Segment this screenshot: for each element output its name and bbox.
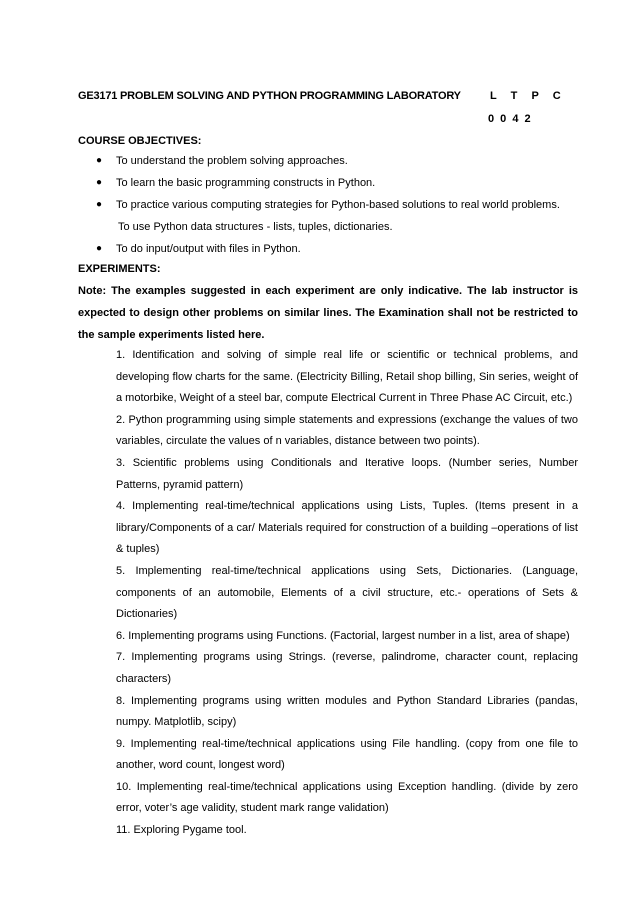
bullet-icon: ● (96, 177, 103, 188)
bullet-icon: ● (96, 199, 103, 210)
objective-item (78, 194, 578, 216)
objective-continuation: To use Python data structures - lists, tuples, dictionaries. (118, 221, 393, 233)
objective-text: To practice various computing strategies for Python-based solutions to real world problems. (116, 199, 560, 211)
experiment-item: 10. Implementing real-time/technical applications using Exception handling. (divide by zero error, voter’s age validity, student mark range validation) (116, 780, 578, 815)
bullet-icon: ● (96, 155, 103, 166)
experiments-heading: EXPERIMENTS: (78, 263, 161, 275)
objective-item (78, 172, 578, 194)
experiments-note: Note: The examples suggested in each experiment are only indicative. The lab instructor is expected to design other problems on similar lines. The Examination shall not be restricted to the sample experiments listed here. (78, 285, 578, 341)
experiment-item: 4. Implementing real-time/technical applications using Lists, Tuples. (Items present in a library/Components of a car/ Materials required for construction of a building –operations of list & tuples) (116, 500, 578, 556)
experiment-item: 3. Scientific problems using Conditionals and Iterative loops. (Number series, Number Patterns, pyramid pattern) (116, 456, 578, 491)
experiment-item: 2. Python programming using simple statements and expressions (exchange the values of two variables, circulate the values of n variables, distance between two points). (116, 413, 578, 448)
ltpc-labels: L T P C (490, 90, 561, 102)
experiment-item: 9. Implementing real-time/technical applications using File handling. (copy from one file to another, word count, longest word) (116, 737, 578, 772)
ltpc-values: 0 0 4 2 (488, 113, 531, 125)
experiment-item: 11. Exploring Pygame tool. (116, 824, 247, 837)
objective-item (78, 238, 578, 260)
bullet-icon: ● (96, 243, 103, 254)
experiment-item: 8. Implementing programs using written modules and Python Standard Libraries (pandas, numpy. Matplotlib, scipy) (116, 694, 578, 729)
experiments-list (116, 345, 578, 842)
course-title: GE3171 PROBLEM SOLVING AND PYTHON PROGRAMMING LABORATORY (78, 90, 461, 102)
experiment-item: 5. Implementing real-time/technical applications using Sets, Dictionaries. (Language, components of an automobile, Elements of a civil structure, etc.- operations of Sets & Dictionaries) (116, 564, 578, 621)
objective-text: To do input/output with files in Python. (116, 243, 301, 255)
objective-item (78, 150, 578, 172)
course-header (78, 90, 561, 106)
objectives-heading: COURSE OBJECTIVES: (78, 135, 202, 147)
objectives-list (78, 150, 578, 260)
experiment-item: 6. Implementing programs using Functions. (Factorial, largest number in a list, area of shape) (116, 629, 570, 642)
objective-text: To understand the problem solving approaches. (116, 155, 348, 167)
experiment-item: 7. Implementing programs using Strings. (reverse, palindrome, character count, replacing characters) (116, 651, 578, 685)
objective-text: To learn the basic programming constructs in Python. (116, 177, 376, 189)
experiment-item: 1. Identification and solving of simple real life or scientific or technical problems, and developing flow charts for the same. (Electricity Billing, Retail shop billing, Sin series, weight of a motorbike, Weight of a steel bar, compute Electrical Current in Three Phase AC Circuit, etc.) (116, 349, 578, 405)
